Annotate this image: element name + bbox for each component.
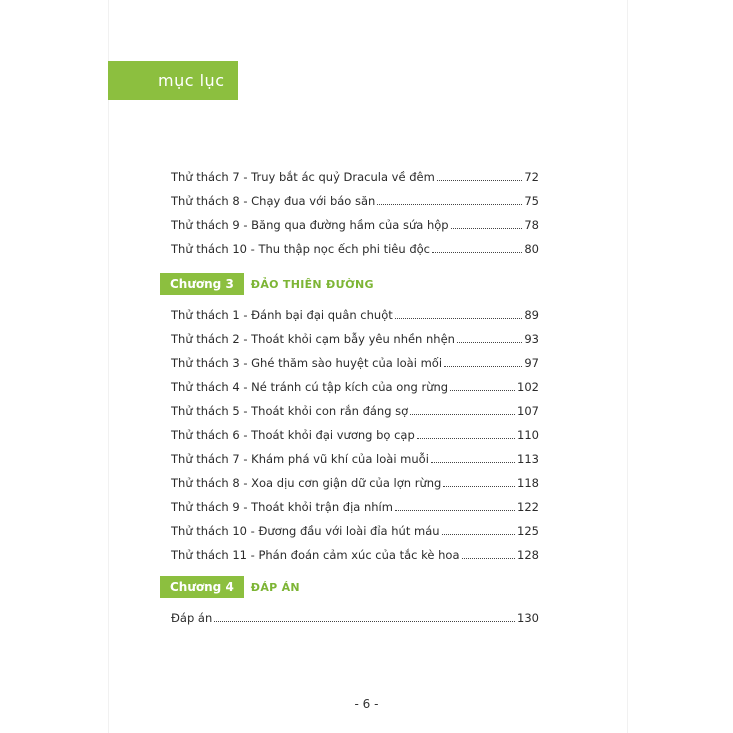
dot-leader bbox=[451, 227, 523, 229]
entry-page: 128 bbox=[517, 548, 539, 562]
entry-page: 125 bbox=[517, 524, 539, 538]
entry-title: Thử thách 9 - Băng qua đường hầm của sứa hộp bbox=[171, 218, 449, 232]
dot-leader bbox=[443, 485, 515, 487]
page-number: - 6 - bbox=[354, 697, 379, 711]
entry-title: Thử thách 1 - Đánh bại đại quân chuột bbox=[171, 308, 393, 322]
toc-entry[interactable] bbox=[171, 426, 539, 442]
toc-entry[interactable] bbox=[171, 378, 539, 394]
toc-entry[interactable] bbox=[171, 306, 539, 322]
entry-title: Thử thách 2 - Thoát khỏi cạm bẫy yêu nhền nhện bbox=[171, 332, 455, 346]
dot-leader bbox=[395, 509, 515, 511]
toc-entry[interactable] bbox=[171, 450, 539, 466]
entry-page: 118 bbox=[517, 476, 539, 490]
dot-leader bbox=[457, 341, 522, 343]
dot-leader bbox=[377, 203, 522, 205]
entry-page: 75 bbox=[524, 194, 539, 208]
entry-page: 113 bbox=[517, 452, 539, 466]
toc-entry[interactable] bbox=[171, 354, 539, 370]
entry-page: 130 bbox=[517, 611, 539, 625]
toc-banner bbox=[108, 61, 238, 100]
toc-title: mục lục bbox=[158, 71, 225, 90]
entry-title: Thử thách 8 - Xoa dịu cơn giận dữ của lợn rừng bbox=[171, 476, 442, 490]
toc-entry[interactable] bbox=[171, 330, 539, 346]
dot-leader bbox=[442, 533, 516, 535]
dot-leader bbox=[444, 365, 522, 367]
chapter-4-heading bbox=[160, 576, 300, 598]
toc-entry[interactable] bbox=[171, 522, 539, 538]
entry-title: Đáp án bbox=[171, 611, 213, 625]
dot-leader bbox=[395, 317, 523, 319]
dot-leader bbox=[214, 620, 515, 622]
dot-leader bbox=[410, 413, 515, 415]
entry-page: 72 bbox=[524, 170, 539, 184]
dot-leader bbox=[417, 437, 515, 439]
entry-page: 78 bbox=[524, 218, 539, 232]
dot-leader bbox=[462, 557, 516, 559]
entry-title: Thử thách 5 - Thoát khỏi con rắn đáng sợ bbox=[171, 404, 409, 418]
dot-leader bbox=[432, 251, 522, 253]
entry-title: Thử thách 6 - Thoát khỏi đại vương bọ cạp bbox=[171, 428, 415, 442]
toc-entry[interactable] bbox=[171, 240, 539, 256]
entry-page: 122 bbox=[517, 500, 539, 514]
chapter-name: ĐÁP ÁN bbox=[250, 580, 300, 594]
toc-entry[interactable] bbox=[171, 402, 539, 418]
entry-title: Thử thách 11 - Phán đoán cảm xúc của tắc kè hoa bbox=[171, 548, 460, 562]
dot-leader bbox=[450, 389, 515, 391]
chapter-badge: Chương 4 bbox=[160, 576, 244, 598]
entry-title: Thử thách 7 - Khám phá vũ khí của loài muỗi bbox=[171, 452, 429, 466]
entry-page: 107 bbox=[517, 404, 539, 418]
entry-title: Thử thách 10 - Đương đầu với loài đỉa hút máu bbox=[171, 524, 440, 538]
entry-page: 80 bbox=[524, 242, 539, 256]
dot-leader bbox=[431, 461, 515, 463]
entry-title: Thử thách 3 - Ghé thăm sào huyệt của loài mối bbox=[171, 356, 443, 370]
toc-entry[interactable] bbox=[171, 474, 539, 490]
chapter-name: ĐẢO THIÊN ĐƯỜNG bbox=[250, 277, 374, 291]
toc-entry[interactable] bbox=[171, 546, 539, 562]
toc-entry[interactable] bbox=[171, 192, 539, 208]
entry-page: 97 bbox=[524, 356, 539, 370]
toc-entry[interactable] bbox=[171, 609, 539, 625]
chapter-badge: Chương 3 bbox=[160, 273, 244, 295]
entry-title: Thử thách 7 - Truy bắt ác quỷ Dracula về đêm bbox=[171, 170, 435, 184]
entry-title: Thử thách 8 - Chạy đua với báo săn bbox=[171, 194, 376, 208]
toc-entry[interactable] bbox=[171, 168, 539, 184]
entry-page: 93 bbox=[524, 332, 539, 346]
chapter-3-heading bbox=[160, 273, 374, 295]
toc-entry[interactable] bbox=[171, 216, 539, 232]
toc-entry[interactable] bbox=[171, 498, 539, 514]
entry-title: Thử thách 10 - Thu thập nọc ếch phi tiêu độc bbox=[171, 242, 430, 256]
entry-page: 89 bbox=[524, 308, 539, 322]
entry-title: Thử thách 9 - Thoát khỏi trận địa nhím bbox=[171, 500, 393, 514]
entry-page: 110 bbox=[517, 428, 539, 442]
entry-title: Thử thách 4 - Né tránh cú tập kích của ong rừng bbox=[171, 380, 449, 394]
entry-page: 102 bbox=[517, 380, 539, 394]
dot-leader bbox=[437, 179, 523, 181]
